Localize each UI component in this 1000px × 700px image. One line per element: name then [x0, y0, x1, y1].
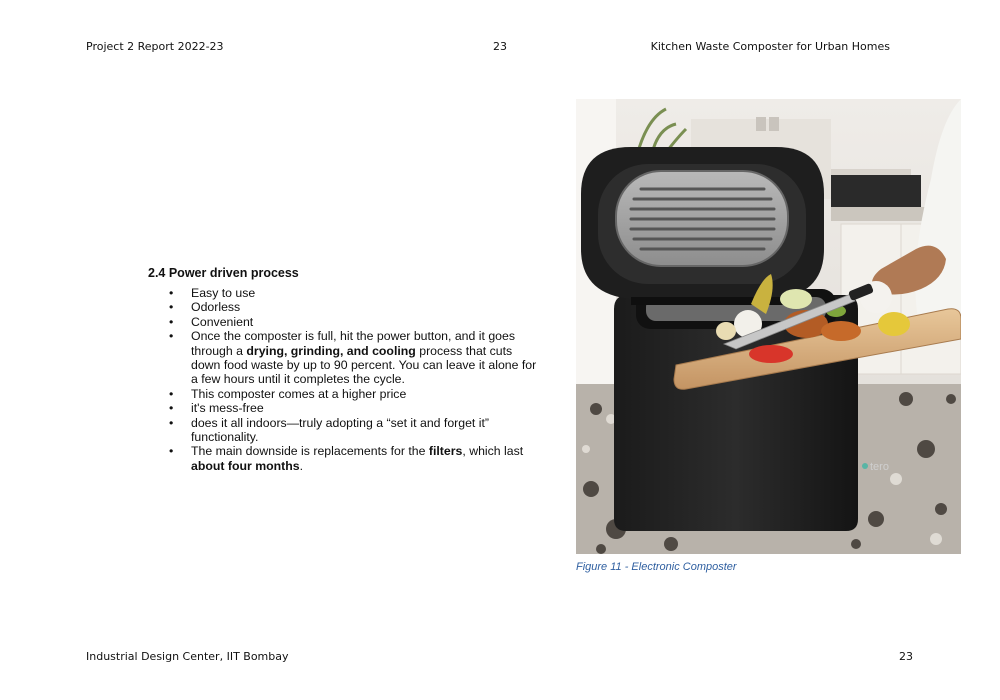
composter-photo [576, 99, 961, 554]
list-item: • The main downside is replacements for the filters, which last about four months. [169, 444, 524, 473]
list-item: • Once the composter is full, hit the power button, and it goes through a drying, grinding, and cooling process that cuts down food waste by up to 90 percent. You can leave it alone for a few hours until it completes the cycle. [169, 329, 537, 387]
list-item: • Odorless [169, 300, 241, 315]
header-project-title: Kitchen Waste Composter for Urban Homes [650, 40, 890, 53]
figure-caption: Figure 11 - Electronic Composter [576, 561, 737, 573]
list-item: • does it all indoors—truly adopting a “set it and forget it” functionality. [169, 415, 490, 445]
bold-text: about four months [191, 458, 300, 473]
list-item: • it's mess-free [169, 401, 264, 416]
bold-text: filters [428, 444, 463, 459]
header-page-number: 23 [493, 40, 507, 53]
bold-text: drying, grinding, and cooling [246, 343, 416, 358]
bullet-list [148, 286, 538, 473]
list-item: • Easy to use [169, 286, 256, 300]
section-power-driven-process [148, 266, 538, 473]
list-item: • This composter comes at a higher price [169, 386, 407, 401]
brand-logo: tero [870, 461, 889, 473]
footer-page-number: 23 [899, 650, 913, 663]
header-report-title: Project 2 Report 2022-23 [86, 40, 224, 53]
list-item: • Convenient [169, 314, 254, 329]
section-heading: 2.4 Power driven process [148, 266, 299, 280]
footer-institution: Industrial Design Center, IIT Bombay [86, 650, 289, 663]
